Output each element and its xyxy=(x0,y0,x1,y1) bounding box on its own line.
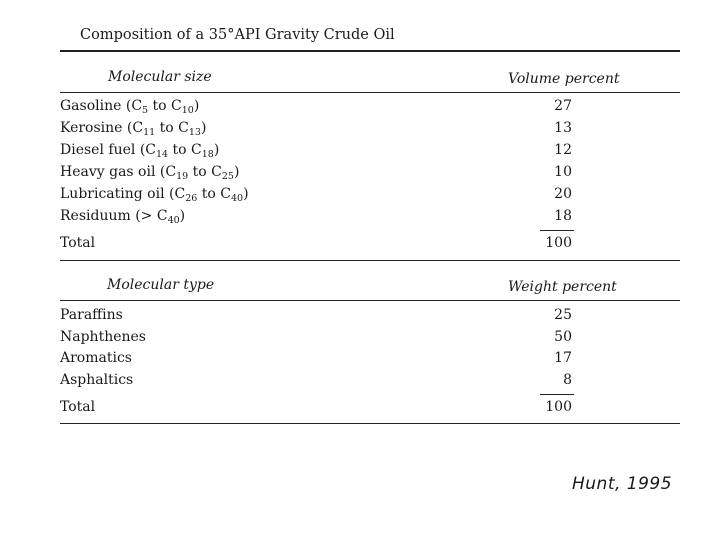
row-label: Heavy gas oil ($C_{19}$ to $C_{25}$) xyxy=(60,164,240,182)
table-row xyxy=(60,350,580,372)
row-value: 50 xyxy=(554,329,572,345)
row-value: 27 xyxy=(554,98,572,114)
row-value: 25 xyxy=(554,307,572,323)
section1-header-rule xyxy=(60,92,680,93)
table-row xyxy=(60,98,580,120)
handwritten-citation: Hunt, 1995 xyxy=(572,474,673,494)
table-row xyxy=(60,164,580,186)
table-row xyxy=(60,120,580,142)
total-row xyxy=(60,399,580,421)
table-row xyxy=(60,142,580,164)
volume-percent-header: Volume percent xyxy=(508,71,620,87)
row-value: 18 xyxy=(554,208,572,224)
total-value: 100 xyxy=(545,235,572,251)
section2-bottom-rule xyxy=(60,423,680,424)
row-value: 13 xyxy=(554,120,572,136)
row-label: Asphaltics xyxy=(60,372,134,388)
row-label: Naphthenes xyxy=(60,329,146,345)
row-value: 17 xyxy=(554,350,572,366)
section2-header-rule xyxy=(60,300,680,301)
total-row xyxy=(60,235,580,257)
row-label: Aromatics xyxy=(60,350,132,366)
table-row xyxy=(60,372,580,394)
row-value: 8 xyxy=(563,372,572,388)
table-title: Composition of a 35°API Gravity Crude Oil xyxy=(80,27,395,43)
total-label: Total xyxy=(60,399,96,415)
table-row xyxy=(60,208,580,230)
row-label: Lubricating oil ($C_{26}$ to $C_{40}$) xyxy=(60,186,249,204)
total-label: Total xyxy=(60,235,96,251)
row-value: 10 xyxy=(554,164,572,180)
total-value: 100 xyxy=(545,399,572,415)
weight-percent-header: Weight percent xyxy=(508,279,617,295)
section1-bottom-rule xyxy=(60,260,680,261)
row-label: Kerosine ($C_{11}$ to $C_{13}$) xyxy=(60,120,207,138)
row-label: Paraffins xyxy=(60,307,123,323)
table-row xyxy=(60,329,580,351)
molecular-type-header: Molecular type xyxy=(107,277,215,293)
table-row xyxy=(60,186,580,208)
row-label: Gasoline ($C_5$ to $C_{10}$) xyxy=(60,98,200,116)
row-label: Diesel fuel ($C_{14}$ to $C_{18}$) xyxy=(60,142,220,160)
row-label: Residuum (> $C_{40}$) xyxy=(60,208,186,226)
row-value: 12 xyxy=(554,142,572,158)
table-row xyxy=(60,307,580,329)
sum-rule xyxy=(540,230,574,231)
title-rule xyxy=(60,50,680,52)
row-value: 20 xyxy=(554,186,572,202)
sum-rule xyxy=(540,394,574,395)
molecular-size-header: Molecular size xyxy=(108,69,212,85)
